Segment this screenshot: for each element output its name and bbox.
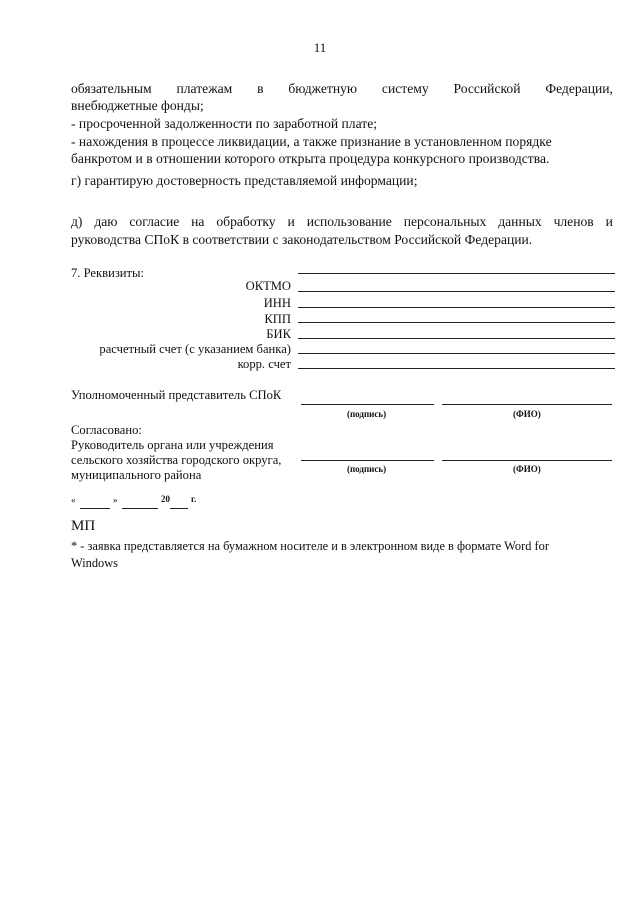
word: персональных	[403, 214, 487, 229]
bik-field[interactable]	[298, 338, 615, 339]
inn-label: ИНН	[263, 296, 291, 310]
word: платежам	[176, 81, 233, 96]
kpp-field[interactable]	[298, 322, 615, 323]
page-number: 11	[313, 40, 327, 55]
agreed-label: Согласовано:	[71, 423, 142, 437]
paragraph-line-4: - нахождения в процессе ликвидации, а также признание в установленном порядке	[71, 134, 552, 149]
word: и	[287, 214, 295, 229]
fio-caption: (ФИО)	[513, 464, 541, 474]
oktmo-field[interactable]	[298, 291, 615, 292]
corr-account-field[interactable]	[298, 368, 615, 369]
paragraph-line-7	[71, 213, 613, 230]
paragraph-line-5: банкротом и в отношении которого открыта процедура конкурсного производства.	[71, 151, 550, 166]
corr-account-label: корр. счет	[237, 357, 291, 371]
stamp-place-label: МП	[71, 518, 96, 534]
head-line-1: Руководитель органа или учреждения	[71, 438, 274, 452]
date-year-suffix: г.	[191, 494, 197, 504]
kpp-label: КПП	[264, 312, 291, 326]
word: в	[257, 81, 264, 96]
word: обязательным	[71, 81, 152, 96]
word: Федерации,	[545, 81, 613, 96]
date-year-prefix: 20	[161, 494, 170, 504]
representative-fio-field[interactable]	[442, 404, 612, 405]
word: даю	[94, 214, 118, 229]
word: на	[191, 214, 205, 229]
footnote-line-1: * - заявка представляется на бумажном носителе и в электронном виде в формате Word for	[71, 539, 549, 553]
head-signature-field[interactable]	[301, 460, 434, 461]
footnote-line-2: Windows	[71, 556, 118, 570]
paragraph-line-6: г) гарантирую достоверность представляемой информации;	[71, 173, 418, 188]
date-month-field[interactable]	[122, 508, 158, 509]
representative-label: Уполномоченный представитель СПоК	[71, 388, 282, 402]
date-year-field[interactable]	[170, 508, 188, 509]
requisites-heading: 7. Реквизиты:	[71, 266, 145, 280]
word: д)	[71, 214, 83, 229]
head-line-3: муниципального района	[71, 468, 202, 482]
word: данных	[498, 214, 542, 229]
bik-label: БИК	[266, 327, 291, 341]
date-quote-close: »	[113, 495, 118, 505]
date-quote-open: «	[71, 495, 76, 505]
paragraph-line-8: руководства СПоК в соответствии с законодательством Российской Федерации.	[71, 232, 533, 247]
signature-caption: (подпись)	[347, 409, 387, 419]
word: бюджетную	[288, 81, 358, 96]
account-field[interactable]	[298, 353, 615, 354]
head-fio-field[interactable]	[442, 460, 612, 461]
head-line-2: сельского хозяйства городского округа,	[71, 453, 282, 467]
inn-field[interactable]	[298, 307, 615, 308]
requisites-top-line	[298, 273, 615, 274]
paragraph-line-2: внебюджетные фонды;	[71, 98, 204, 113]
word: обработку	[216, 214, 276, 229]
word: членов	[553, 214, 594, 229]
signature-caption: (подпись)	[347, 464, 387, 474]
word: использование	[306, 214, 392, 229]
oktmo-label: ОКТМО	[245, 279, 291, 293]
account-label: расчетный счет (с указанием банка)	[99, 342, 291, 356]
paragraph-line-3: - просроченной задолженности по заработной плате;	[71, 116, 378, 131]
word: согласие	[129, 214, 180, 229]
paragraph-line-1	[71, 80, 613, 97]
representative-signature-field[interactable]	[301, 404, 434, 405]
date-day-field[interactable]	[80, 508, 110, 509]
fio-caption: (ФИО)	[513, 409, 541, 419]
word: Российской	[453, 81, 521, 96]
word: систему	[381, 81, 429, 96]
word: и	[605, 214, 613, 229]
